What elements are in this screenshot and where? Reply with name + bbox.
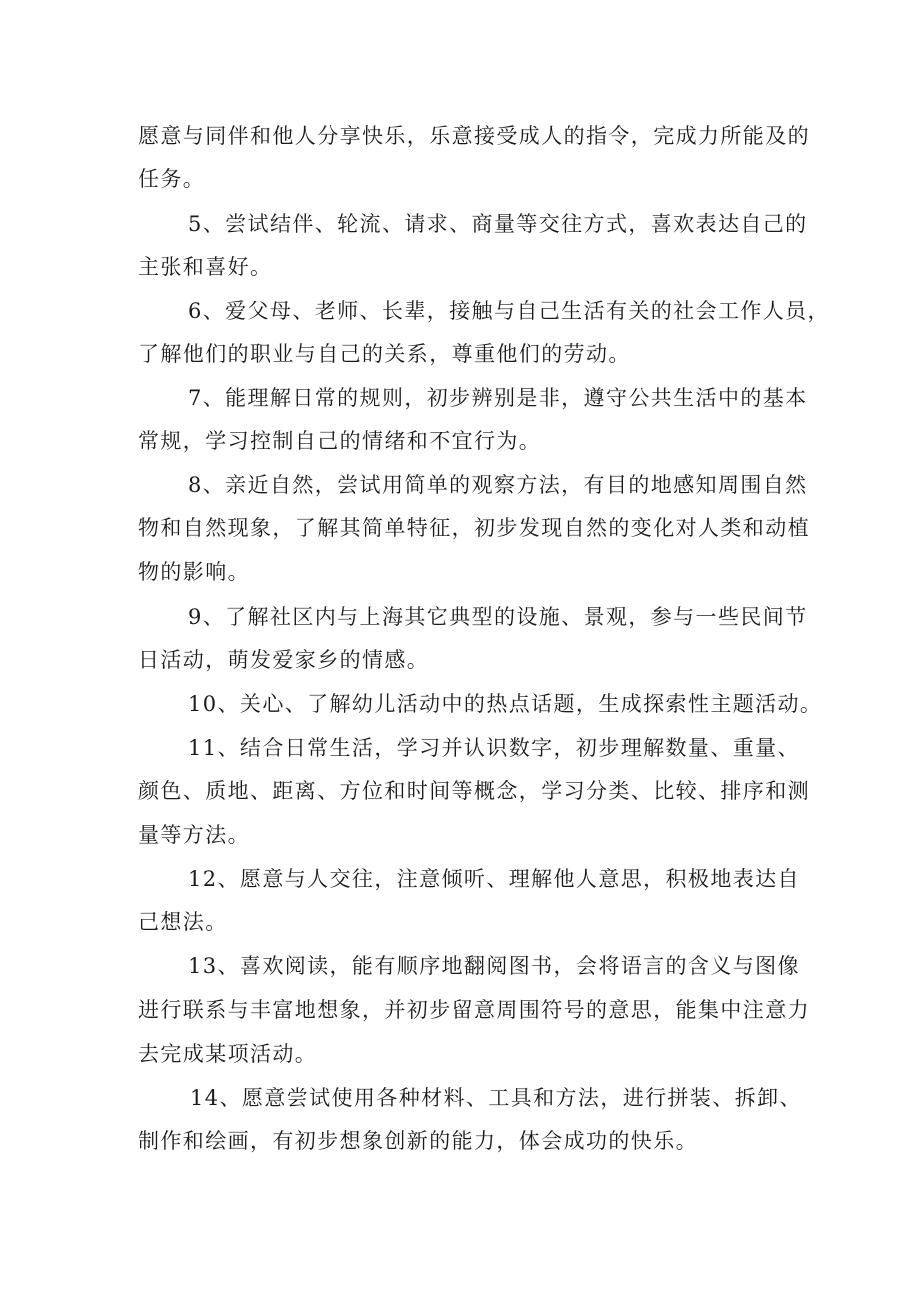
text-line: 去完成某项活动。 [138,1042,318,1066]
text-line: 了解他们的职业与自己的关系，尊重他们的劳动。 [138,342,631,366]
text-line: 6、爱父母、老师、长辈，接触与自己生活有关的社会工作人员， [188,299,830,323]
text-line: 物的影响。 [138,560,250,584]
text-line: 7、能理解日常的规则，初步辨别是非，遵守公共生活中的基本 [188,386,808,410]
text-line: 愿意与同伴和他人分享快乐，乐意接受成人的指令，完成力所能及的 [138,124,810,148]
text-line: 11、结合日常生活，学习并认识数字，初步理解数量、重量、 [188,736,800,760]
text-line: 常规，学习控制自己的情绪和不宜行为。 [138,429,542,453]
text-line: 颜色、质地、距离、方位和时间等概念，学习分类、比较、排序和测 [138,779,810,803]
text-line: 物和自然现象，了解其简单特征，初步发现自然的变化对人类和动植 [138,516,810,540]
text-line: 8、亲近自然，尝试用简单的观察方法，有目的地感知周围自然 [188,473,808,497]
text-line: 10、关心、了解幼儿活动中的热点话题，生成探索性主题活动。 [188,692,823,716]
text-line: 5、尝试结伴、轮流、请求、商量等交往方式，喜欢表达自己的 [188,212,808,236]
text-line: 己想法。 [138,910,228,934]
text-line: 主张和喜好。 [138,255,273,279]
text-line: 进行联系与丰富地想象，并初步留意周围符号的意思，能集中注意力 [138,998,810,1022]
text-line: 量等方法。 [138,823,250,847]
text-line: 日活动，萌发爱家乡的情感。 [138,648,430,672]
text-line: 9、了解社区内与上海其它典型的设施、景观，参与一些民间节 [188,605,808,629]
text-line: 12、愿意与人交往，注意倾听、理解他人意思，积极地表达自 [188,867,800,891]
text-line: 制作和绘画，有初步想象创新的能力，体会成功的快乐。 [138,1129,698,1153]
text-line: 任务。 [138,167,206,191]
text-line: 14、愿意尝试使用各种材料、工具和方法，进行拼装、拆卸、 [190,1086,802,1110]
text-line: 13、喜欢阅读，能有顺序地翻阅图书，会将语言的含义与图像 [188,954,800,978]
